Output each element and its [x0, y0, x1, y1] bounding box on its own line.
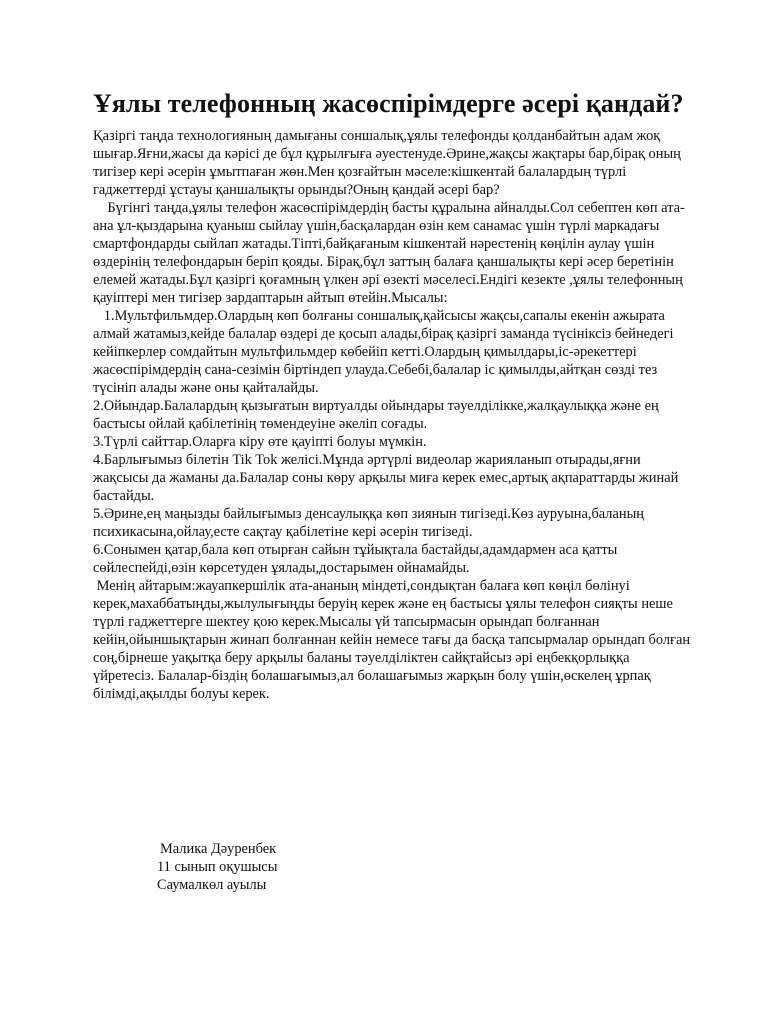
document-body: [93, 127, 693, 703]
list-item-cartoons: 1.Мультфильмдер.Олардың көп болғаны соншалық,қайсысы жақсы,сапалы екенін ажырата алмай жатамыз,кейде балалар өздері де қосып алады,бірақ қазіргі заманда түсініксіз бейнедегі кейіпкерлер сомдайтын мультфильмдер көбейіп кетті.Олардың қимылдары,іс-әрекеттері жасөспірімдердің сана-сезімін біртіндеп улауда.Себебі,балалар іс қимылды,айтқан сөзді тез түсініп алады және оны қайталайды.: [93, 308, 678, 396]
author-village: Саумалкөл ауылы: [157, 877, 267, 893]
paragraph-intro: Қазіргі таңда технологияның дамығаны соншалық,ұялы телефонды қолданбайтын адам жоқ шығар.Яғни,жасы да кәрісі де бұл құрылғыға әуестенуде.Әрине,жақсы жақтары бар,бірақ оның тигізер кері әсерін ұмытпаған жөн.Мен қозғайтын мәселе:кішкентай балалардың түрлі гаджеттерді ұстауы қаншалықты орынды?Оның қандай әсері бар?: [93, 128, 685, 198]
paragraph-today: Бүгінгі таңда,ұялы телефон жасөспірімдердің басты құралына айналды.Сол себептен көп ата-ана ұл-қыздарына қуаныш сыйлау үшін,басқалардан өзін кем санамас үшін түрлі маркадағы смартфондарды сыйлап жатады.Тіпті,байқағаным кішкентай нәрестенің көңілін аулау үшін өздерінің телефондарын беріп қояды. Бірақ,бұл заттың балаға қаншалықты кері әсер беретінін елемей жатады.Бұл қазіргі қоғамның үлкен әрі өзекті мәселесі.Ендігі кезекте ,ұялы телефонның қауіптері мен тигізер зардаптарын айтып өтейін.Мысалы:: [93, 200, 687, 306]
list-item-sites: 3.Түрлі сайттар.Оларға кіру өте қауіпті болуы мүмкін.: [93, 434, 427, 450]
author-signature: [157, 840, 277, 894]
author-grade: 11 сынып оқушысы: [157, 859, 278, 875]
paragraph-conclusion: Менің айтарым:жауапкершілік ата-ананың міндеті,сондықтан балаға көп көңіл бөлінуі керек,махаббатыңды,жылулығыңды беруің керек және ең бастысы ұялы телефон сияқты неше түрлі гаджеттерге шектеу қою керек.Мысалы үй тапсырмасын орындап болғаннан кейін,ойыншықтарын жинап болғаннан кейін немесе тағы да басқа тапсырмалар орындап болған соң,бірнеше уақытқа беру арқылы баланы тәуелділіктен сайқтайсыз әрі еңбекқорлыққа үйретесіз. Балалар-біздің болашағымыз,ал болашағымыз жарқын болу үшін,өскелең ұрпақ білімді,ақылды болуы керек.: [93, 578, 694, 702]
list-item-isolation: 6.Сонымен қатар,бала көп отырған сайын тұйықтала бастайды,адамдармен аса қатты сөйлеспейді,өзін көрсетуден ұялады,достарымен ойнамайды.: [93, 542, 618, 576]
document-page: [93, 88, 693, 703]
document-title: Ұялы телефонның жасөспірімдерге әсері қандай?: [93, 89, 684, 118]
list-item-tiktok: 4.Барлығымыз білетін Tik Tok желісі.Мұнда әртүрлі видеолар жарияланып отырады,яғни жақсысы да жаманы да.Балалар соны көру арқылы миға керек емес,артық ақпараттарды жинай бастайды.: [93, 452, 679, 504]
author-name: Малика Дәуренбек: [160, 841, 277, 857]
list-item-health: 5.Әрине,ең маңызды байлығымыз денсаулыққа көп зиянын тигізеді.Көз ауруына,баланың психикасына,ойлау,есте сақтау қабілетіне кері әсерін тигізеді.: [93, 506, 644, 540]
list-item-games: 2.Ойындар.Балалардың қызығатын виртуалды ойындары тәуелділікке,жалқаулыққа және ең бастысы ойлай қабілетінің төмендеуіне әкеліп соғады.: [93, 398, 659, 432]
